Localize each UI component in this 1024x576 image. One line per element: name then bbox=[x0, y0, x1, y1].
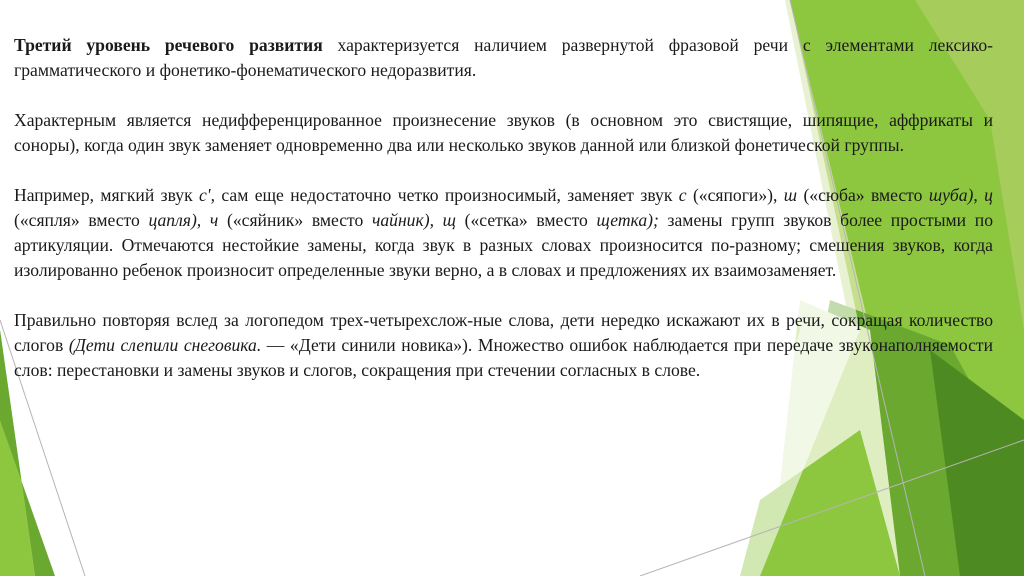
slide-text-body bbox=[14, 33, 993, 383]
paragraph-2 bbox=[14, 108, 993, 158]
text-segment: («сюба» вместо bbox=[797, 185, 929, 205]
text-segment: — «Дети синили новика»). Множество ошибок наблюдается при передаче звуконаполняемости слов: перестановки и замены звуков и слогов, сокращения при стечении согласных в слове. bbox=[14, 335, 993, 380]
text-segment: («сетка» вместо bbox=[455, 210, 597, 230]
paragraph-text: характеризуется наличием развернутой фразовой речи с элементами лексико-грамматического и фонетико-фонематического недоразвития. bbox=[14, 35, 993, 80]
italic-segment: с bbox=[678, 185, 687, 205]
italic-segment: с', bbox=[199, 185, 215, 205]
text-segment: Правильно повторяя вслед за логопедом трех-четырехслож-ные слова, дети нередко искажают их в речи, сокращая количество слогов bbox=[14, 310, 993, 355]
text-segment: замены групп звуков более простыми по артикуляции. Отмечаются нестойкие замены, когда звук в разных словах произносится по-разному; смешения звуков, когда изолированно ребенок произносит определенные звуки верно, а в словах и предложениях их взаимозаменяет. bbox=[14, 210, 994, 280]
text-segment: сам еще недостаточно четко произносимый, заменяет звук bbox=[214, 185, 679, 205]
paragraph-3 bbox=[14, 183, 993, 283]
italic-segment: чайник), щ bbox=[371, 210, 456, 230]
paragraph-bold-lead: Третий уровень речевого развития bbox=[14, 35, 323, 55]
italic-segment: шуба), ц bbox=[928, 185, 993, 205]
text-segment: («сяпоги»), bbox=[686, 185, 784, 205]
paragraph-4 bbox=[14, 308, 993, 383]
paragraph-text: Характерным является недифференцированное произнесение звуков (в основном это свистящие, шипящие, аффрикаты и соноры), когда один звук заменяет одновременно два или несколько звуков данной или близкой фонетической группы. bbox=[14, 110, 993, 155]
text-segment: («сяпля» вместо bbox=[14, 210, 149, 230]
italic-segment: цапля), ч bbox=[148, 210, 219, 230]
paragraph-1 bbox=[14, 33, 993, 83]
text-segment: Например, мягкий звук bbox=[14, 185, 199, 205]
italic-segment: (Дети слепили снеговика. bbox=[68, 335, 262, 355]
italic-segment: щетка); bbox=[596, 210, 659, 230]
italic-segment: ш bbox=[783, 185, 798, 205]
text-segment: («сяйник» вместо bbox=[218, 210, 372, 230]
